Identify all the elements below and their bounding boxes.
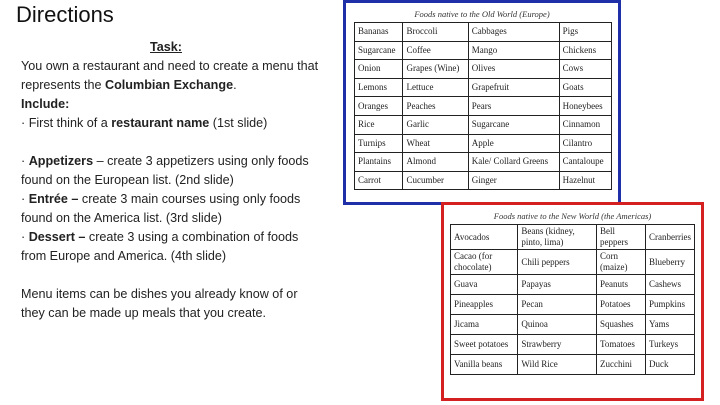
directions-text bbox=[21, 38, 321, 323]
step4-bold: Dessert – bbox=[28, 230, 86, 244]
page-title: Directions bbox=[16, 2, 114, 27]
table-cell: Carrot bbox=[355, 171, 403, 190]
table-row bbox=[355, 153, 612, 172]
table-cell: Peanuts bbox=[597, 275, 646, 295]
table-cell: Potatoes bbox=[597, 295, 646, 315]
table-row bbox=[451, 355, 695, 375]
table-cell: Beans (kidney, pinto, lima) bbox=[518, 225, 597, 250]
table-cell: Pears bbox=[468, 97, 559, 116]
table-cell: Ginger bbox=[468, 171, 559, 190]
intro-text: You own a restaurant and need to create a menu that represents the bbox=[21, 59, 319, 92]
table-cell: Bananas bbox=[355, 23, 403, 42]
table-cell: Turkeys bbox=[645, 335, 694, 355]
table-cell: Cacao (for chocolate) bbox=[451, 250, 518, 275]
table-row bbox=[355, 41, 612, 60]
table-cell: Cranberries bbox=[645, 225, 694, 250]
include-label: Include: bbox=[21, 97, 70, 111]
table-row bbox=[451, 275, 695, 295]
table-cell: Apple bbox=[468, 134, 559, 153]
closing-text: Menu items can be dishes you already know of or they can be made up meals that you create. bbox=[21, 287, 298, 320]
table-cell: Tomatoes bbox=[597, 335, 646, 355]
table-row bbox=[451, 335, 695, 355]
table-cell: Cows bbox=[559, 60, 611, 79]
table-cell: Avocados bbox=[451, 225, 518, 250]
table-cell: Oranges bbox=[355, 97, 403, 116]
table-cell: Lemons bbox=[355, 78, 403, 97]
table-cell: Kale/ Collard Greens bbox=[468, 153, 559, 172]
table-row bbox=[355, 115, 612, 134]
table-row bbox=[355, 134, 612, 153]
old-world-panel bbox=[343, 0, 621, 205]
table-cell: Yams bbox=[645, 315, 694, 335]
step2-text: – create 3 appetizers using only foods found on the European list. (2nd slide) bbox=[21, 154, 309, 187]
intro-end: . bbox=[233, 78, 237, 92]
step1-bold: restaurant name bbox=[111, 116, 210, 130]
step3-pre: · bbox=[21, 192, 29, 206]
table-cell: Zucchini bbox=[597, 355, 646, 375]
table-cell: Hazelnut bbox=[559, 171, 611, 190]
old-world-caption: Foods native to the Old World (Europe) bbox=[414, 9, 550, 19]
old-world-table bbox=[354, 22, 612, 190]
table-cell: Sugarcane bbox=[468, 115, 559, 134]
task-heading: Task: bbox=[150, 40, 182, 54]
table-cell: Plantains bbox=[355, 153, 403, 172]
table-cell: Squashes bbox=[597, 315, 646, 335]
step1-pre: · First think of a bbox=[21, 116, 112, 130]
table-cell: Garlic bbox=[403, 115, 468, 134]
table-cell: Goats bbox=[559, 78, 611, 97]
table-cell: Quinoa bbox=[518, 315, 597, 335]
step2-bold: Appetizers bbox=[28, 154, 94, 168]
table-cell: Honeybees bbox=[559, 97, 611, 116]
table-cell: Pecan bbox=[518, 295, 597, 315]
table-cell: Turnips bbox=[355, 134, 403, 153]
step2-pre: · bbox=[21, 154, 29, 168]
intro-bold: Columbian Exchange bbox=[105, 78, 234, 92]
table-cell: Cilantro bbox=[559, 134, 611, 153]
step4-text: create 3 using a combination of foods from Europe and America. (4th slide) bbox=[21, 230, 299, 263]
table-cell: Mango bbox=[468, 41, 559, 60]
table-row bbox=[355, 171, 612, 190]
table-cell: Papayas bbox=[518, 275, 597, 295]
table-row bbox=[355, 23, 612, 42]
table-cell: Grapes (Wine) bbox=[403, 60, 468, 79]
table-row bbox=[451, 225, 695, 250]
table-cell: Chili peppers bbox=[518, 250, 597, 275]
table-row bbox=[451, 295, 695, 315]
table-cell: Pineapples bbox=[451, 295, 518, 315]
table-cell: Pumpkins bbox=[645, 295, 694, 315]
table-cell: Guava bbox=[451, 275, 518, 295]
table-row bbox=[355, 97, 612, 116]
table-cell: Blueberry bbox=[645, 250, 694, 275]
table-cell: Cinnamon bbox=[559, 115, 611, 134]
table-cell: Vanilla beans bbox=[451, 355, 518, 375]
table-cell: Almond bbox=[403, 153, 468, 172]
step3-text: create 3 main courses using only foods found on the America list. (3rd slide) bbox=[21, 192, 301, 225]
table-cell: Jicama bbox=[451, 315, 518, 335]
table-cell: Cashews bbox=[645, 275, 694, 295]
table-cell: Grapefruit bbox=[468, 78, 559, 97]
table-cell: Wheat bbox=[403, 134, 468, 153]
table-row bbox=[355, 78, 612, 97]
table-cell: Duck bbox=[645, 355, 694, 375]
step3-bold: Entrée – bbox=[28, 192, 79, 206]
table-cell: Onion bbox=[355, 60, 403, 79]
table-cell: Coffee bbox=[403, 41, 468, 60]
new-world-caption: Foods native to the New World (the Americas) bbox=[493, 211, 652, 221]
step4-pre: · bbox=[21, 230, 29, 244]
table-cell: Chickens bbox=[559, 41, 611, 60]
table-cell: Cantaloupe bbox=[559, 153, 611, 172]
table-cell: Peaches bbox=[403, 97, 468, 116]
table-cell: Sweet potatoes bbox=[451, 335, 518, 355]
new-world-panel bbox=[441, 202, 704, 401]
table-cell: Pigs bbox=[559, 23, 611, 42]
new-world-table bbox=[450, 224, 695, 375]
table-cell: Cucumber bbox=[403, 171, 468, 190]
table-cell: Cabbages bbox=[468, 23, 559, 42]
table-cell: Bell peppers bbox=[597, 225, 646, 250]
step1-post: (1st slide) bbox=[209, 116, 268, 130]
table-cell: Broccoli bbox=[403, 23, 468, 42]
table-row bbox=[451, 315, 695, 335]
table-cell: Wild Rice bbox=[518, 355, 597, 375]
table-cell: Corn (maize) bbox=[597, 250, 646, 275]
table-cell: Olives bbox=[468, 60, 559, 79]
table-row bbox=[451, 250, 695, 275]
table-row bbox=[355, 60, 612, 79]
table-cell: Strawberry bbox=[518, 335, 597, 355]
table-cell: Lettuce bbox=[403, 78, 468, 97]
table-cell: Rice bbox=[355, 115, 403, 134]
table-cell: Sugarcane bbox=[355, 41, 403, 60]
